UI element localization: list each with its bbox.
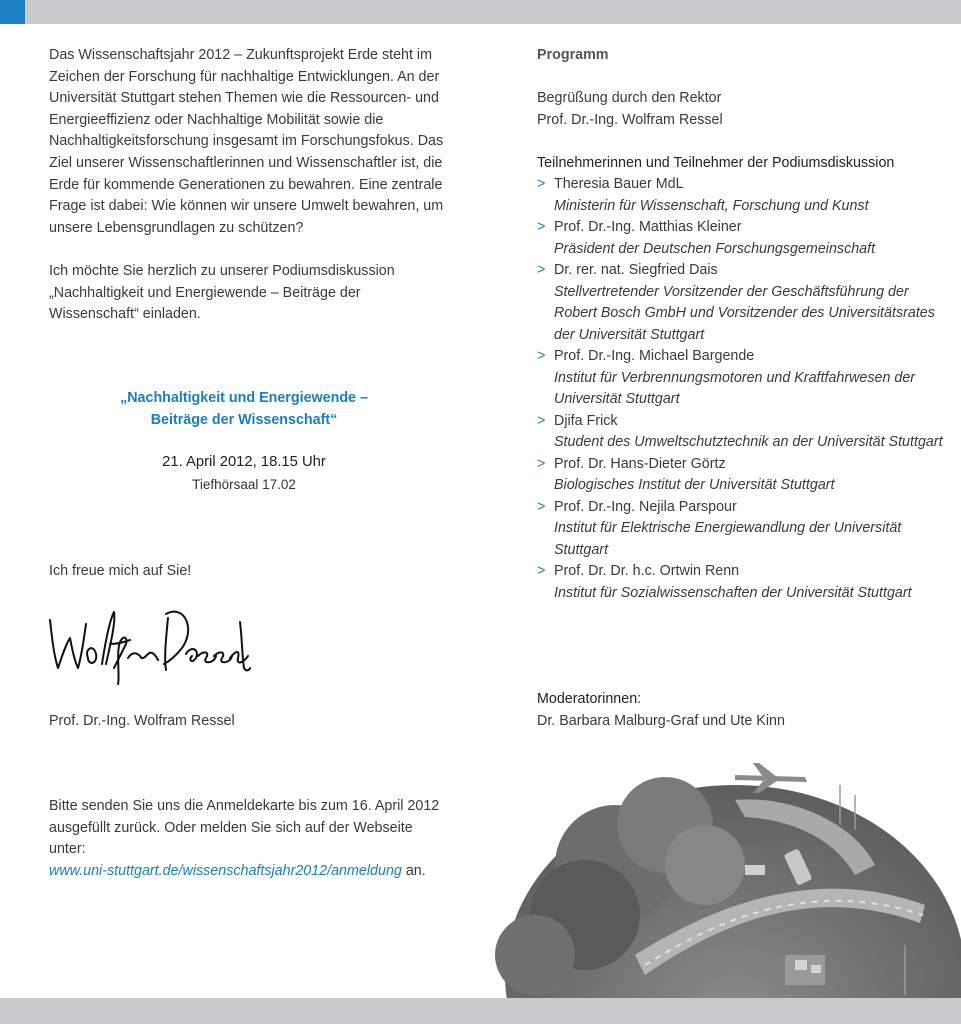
left-column: [49, 45, 449, 326]
signer-name: Prof. Dr.-Ing. Wolfram Ressel: [49, 713, 235, 729]
panelist-role: Institut für Verbrennungsmotoren und Kraftfahrwesen der Universität Stuttgart: [554, 369, 916, 407]
chevron-right-icon: >: [537, 262, 546, 278]
welcome-line-2: Prof. Dr.-Ing. Wolfram Ressel: [537, 111, 723, 128]
panelist-item: [537, 346, 947, 411]
panelist-role: Student des Umweltschutztechnik an der Universität Stuttgart: [554, 434, 943, 450]
globe-illustration: [495, 755, 961, 1000]
moderators: [537, 689, 937, 732]
welcome-line-1: Begrüßung durch den Rektor: [537, 90, 722, 106]
right-column: [537, 45, 947, 604]
registration-link[interactable]: www.uni-stuttgart.de/wissenschaftsjahr2012/anmeldung: [49, 862, 402, 879]
top-bar-accent: [0, 0, 25, 24]
intro-paragraph: Das Wissenschaftsjahr 2012 – Zukunftsprojekt Erde steht im Zeichen der Forschung für nachhaltige Entwicklungen. An der Universität Stuttgart stehen Themen wie die Ressourcen- und Energieeffizienz oder Nachhaltige Mobilität sowie die Nachhaltigkeitsforschung insgesamt im Forschungsfokus. Das Ziel unserer Wissenschaftlerinnen und Wissenschaftler ist, die Erde für kommende Generationen zu bewahren. Eine zentrale Frage ist dabei: Wie können wir unsere Umwelt bewahren, um unsere Lebensgrundlagen zu schützen?: [49, 47, 444, 236]
panelist-item: [537, 260, 947, 346]
chevron-right-icon: >: [537, 219, 546, 235]
panelist-name: Dr. rer. nat. Siegfried Dais: [554, 262, 718, 278]
panelist-role: Institut für Sozialwissenschaften der Universität Stuttgart: [554, 584, 912, 601]
chevron-right-icon: >: [537, 563, 546, 579]
panelist-item: [537, 174, 947, 217]
panelist-item: [537, 497, 947, 562]
registration-text: Bitte senden Sie uns die Anmeldekarte bis zum 16. April 2012 ausgefüllt zurück. Oder melden Sie sich auf der Webseite unter:: [49, 798, 440, 858]
chevron-right-icon: >: [537, 176, 546, 192]
event-date: 21. April 2012, 18.15 Uhr: [162, 454, 326, 470]
moderators-heading: Moderatorinnen:: [537, 691, 642, 707]
panelist-item: [537, 411, 947, 454]
panelist-role: Präsident der Deutschen Forschungsgemeinschaft: [554, 240, 876, 257]
panelist-name: Prof. Dr.-Ing. Nejila Parspour: [554, 498, 737, 515]
chevron-right-icon: >: [537, 412, 546, 429]
panelist-name: Prof. Dr.-Ing. Michael Bargende: [554, 348, 755, 364]
panelist-name: Djifa Frick: [554, 412, 618, 429]
chevron-right-icon: >: [537, 348, 546, 364]
registration-suffix: an.: [401, 862, 426, 879]
panelist-role: Stellvertretender Vorsitzender der Geschäftsführung der Robert Bosch GmbH und Vorsitzender des Universitätsrates der Universität Stuttgart: [554, 283, 935, 343]
top-bar: [0, 0, 961, 24]
panel-heading: Teilnehmerinnen und Teilnehmer der Podiumsdiskussion: [537, 154, 895, 171]
registration-note: [49, 796, 449, 882]
panelist-name: Prof. Dr.-Ing. Matthias Kleiner: [554, 219, 742, 235]
panelist-name: Prof. Dr. Dr. h.c. Ortwin Renn: [554, 563, 740, 579]
panelist-name: Prof. Dr. Hans-Dieter Görtz: [554, 455, 726, 472]
panelist-item: [537, 454, 947, 497]
signature-image: [44, 598, 254, 688]
greeting: Ich freue mich auf Sie!: [49, 563, 192, 579]
event-title: [49, 388, 439, 431]
panelist-item: [537, 217, 947, 260]
panelist-role: Biologisches Institut der Universität Stuttgart: [554, 477, 835, 493]
program-heading: Programm: [537, 47, 609, 63]
panelist-name: Theresia Bauer MdL: [554, 176, 684, 192]
panelist-item: [537, 561, 947, 604]
moderators-names: Dr. Barbara Malburg-Graf und Ute Kinn: [537, 712, 785, 729]
invitation-paragraph: Ich möchte Sie herzlich zu unserer Podiumsdiskussion „Nachhaltigkeit und Energiewende – Beiträge der Wissenschaft“ einladen.: [49, 262, 395, 323]
panelist-role: Institut für Elektrische Energiewandlung der Universität Stuttgart: [554, 520, 902, 558]
chevron-right-icon: >: [537, 455, 546, 472]
event-title-line-2: Beiträge der Wissenschaft“: [150, 411, 338, 428]
bottom-bar: [0, 998, 961, 1024]
event-title-line-1: „Nachhaltigkeit und Energiewende –: [120, 390, 368, 406]
panelist-role: Ministerin für Wissenschaft, Forschung und Kunst: [554, 197, 869, 214]
event-room: Tiefhörsaal 17.02: [192, 477, 296, 492]
chevron-right-icon: >: [537, 498, 546, 515]
